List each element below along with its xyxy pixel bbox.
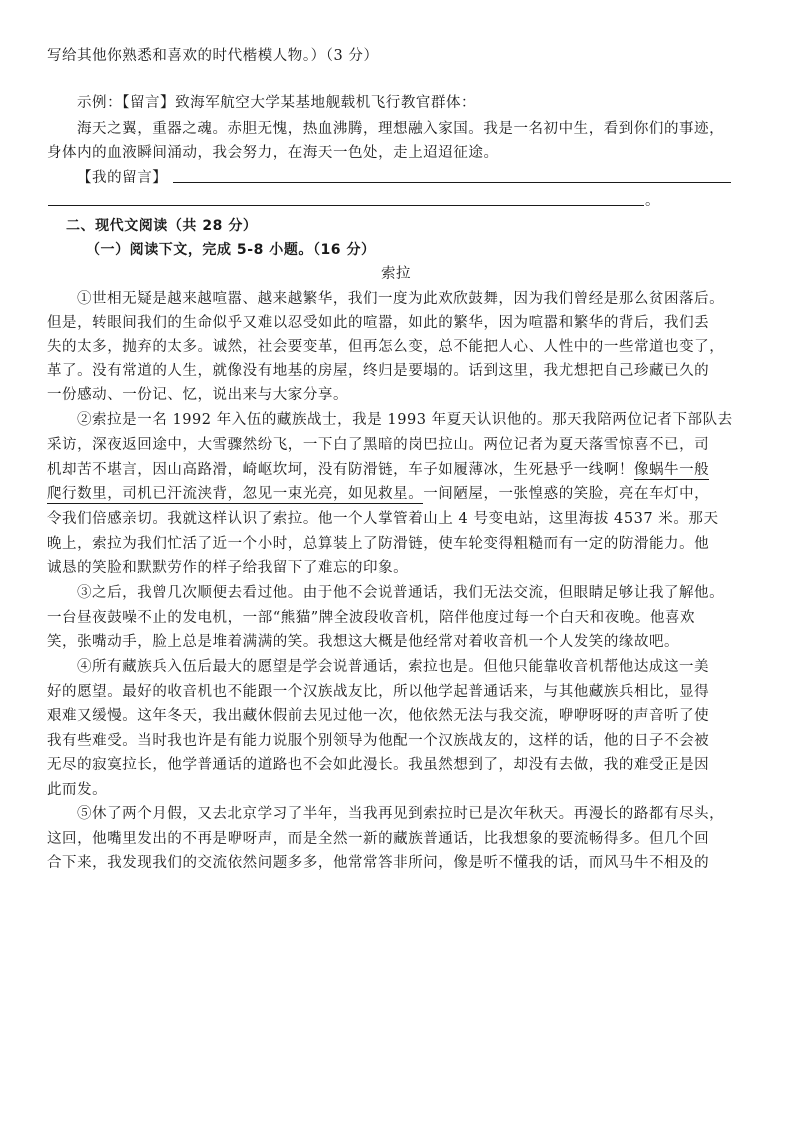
- paragraph-line: ②索拉是一名 1992 年入伍的藏族战士，我是 1993 年夏天认识他的。那天我陪两位记者下部队去: [77, 412, 733, 428]
- underlined-sentence: 像蜗牛一般: [633, 462, 710, 478]
- paragraph-line: 我有些难受。当时我也许是有能力说服个别领导为他配一个汉族战友的，这样的话，他的日子不会被: [47, 733, 710, 749]
- example-text-line: 海天之翼，重器之魂。赤胆无愧，热血沸腾，理想融入家国。我是一名初中生，看到你们的事迹，: [77, 121, 725, 137]
- section-subheading: （一）阅读下文，完成 5-8 小题。（16 分）: [86, 242, 376, 258]
- paragraph-line: ①世相无疑是越来越喧嚣、越来越繁华，我们一度为此欢欣鼓舞，因为我们曾经是那么贫困落后。: [77, 291, 725, 307]
- answer-blank-line[interactable]: [48, 205, 644, 206]
- paragraph-line: ③之后，我曾几次顺便去看过他。由于他不会说普通话，我们无法交流，但眼睛足够让我了解他。: [77, 585, 725, 601]
- answer-blank-line[interactable]: [173, 182, 731, 183]
- paragraph-line: 此而发。: [47, 782, 108, 798]
- paragraph-line: 艰难又缓慢。这年冬天，我出藏休假前去见过他一次，他依然无法与我交流，咿咿呀呀的声音听了使: [47, 708, 710, 724]
- paragraph-line: 采访，深夜返回途中，大雪骤然纷飞，一下白了黑暗的岗巴拉山。两位记者为夏天落雪惊喜不已，司: [47, 437, 710, 453]
- paragraph-line: ⑤休了两个月假，又去北京学习了半年，当我再见到索拉时已是次年秋天。再漫长的路都有尽头，: [77, 806, 725, 822]
- paragraph-line: 合下来，我发现我们的交流依然问题多多，他常常答非所问，像是听不懂我的话，而风马牛不相及的: [47, 855, 710, 871]
- paragraph-line: 无尽的寂寞拉长，他学普通话的道路也不会如此漫长。我虽然想到了，却没有去做，我的难受正是因: [47, 757, 710, 773]
- paragraph-line: 一份感动、一份记、忆，说出来与大家分享。: [47, 387, 348, 403]
- underlined-sentence: 爬行数里，司机已汗流浃背，忽见一束光亮，如见救星。: [47, 486, 424, 502]
- paragraph-line: 诚恳的笑脸和默默劳作的样子给我留下了难忘的印象。: [47, 560, 409, 576]
- paragraph-text: 一间陋屋，一张惶惑的笑脸，亮在车灯中，: [423, 486, 710, 502]
- paragraph-line: 晚上，索拉为我们忙活了近一个小时，总算装上了防滑链，使车轮变得粗糙而有一定的防滑能力。他: [47, 536, 710, 552]
- end-mark: 。: [645, 193, 661, 209]
- paragraph-line: 一台昼夜鼓噪不止的发电机，一部“熊猫”牌全波段收音机，陪伴他度过每一个白天和夜晚。他喜欢: [47, 610, 696, 626]
- intro-line: 写给其他你熟悉和喜欢的时代楷模人物。）（3 分）: [47, 48, 379, 64]
- example-label: 示例：【留言】致海军航空大学某基地舰载机飞行教官群体：: [77, 95, 477, 111]
- paragraph-line: 但是，转眼间我们的生命似乎又难以忍受如此的喧嚣，如此的繁华，因为喧嚣和繁华的背后，我们丢: [47, 315, 710, 331]
- paragraph-line: 革了。没有常道的人生，就像没有地基的房屋，终归是要塌的。话到这里，我尤想把自己珍藏已久的: [47, 363, 710, 379]
- paragraph-text: 机却苦不堪言，因山高路滑，崎岖坎坷，没有防滑链，车子如履薄冰，生死悬乎一线啊！: [47, 462, 634, 478]
- section-heading: 二、现代文阅读（共 28 分）: [66, 218, 258, 234]
- my-message-label: 【我的留言】: [77, 170, 168, 186]
- paragraph-line: 令我们倍感亲切。我就这样认识了索拉。他一个人掌管着山上 4 号变电站，这里海拔 4537 米。那天: [47, 511, 719, 527]
- paragraph-line: 这回，他嘴里发出的不再是咿呀声，而是全然一新的藏族普通话，比我想象的要流畅得多。但几个回: [47, 831, 710, 847]
- paragraph-line: 好的愿望。最好的收音机也不能跟一个汉族战友比，所以他学起普通话来，与其他藏族兵相比，显得: [47, 684, 710, 700]
- paragraph-line: [47, 458, 737, 482]
- article-title: 索拉: [380, 266, 412, 282]
- paragraph-line: 笑，张嘴动手，脸上总是堆着满满的笑。我想这大概是他经常对着收音机一个人发笑的缘故吧。: [47, 634, 680, 650]
- paragraph-line: [47, 482, 737, 506]
- example-text-line: 身体内的血液瞬间涌动，我会努力，在海天一色处，走上迢迢征途。: [47, 145, 499, 161]
- paragraph-line: ④所有藏族兵入伍后最大的愿望是学会说普通话，索拉也是。但他只能靠收音机帮他达成这一美: [77, 659, 710, 675]
- paragraph-line: 失的太多，抛弃的太多。诚然，社会要变革，但再怎么变，总不能把人心、人性中的一些常道也变了，: [47, 339, 725, 355]
